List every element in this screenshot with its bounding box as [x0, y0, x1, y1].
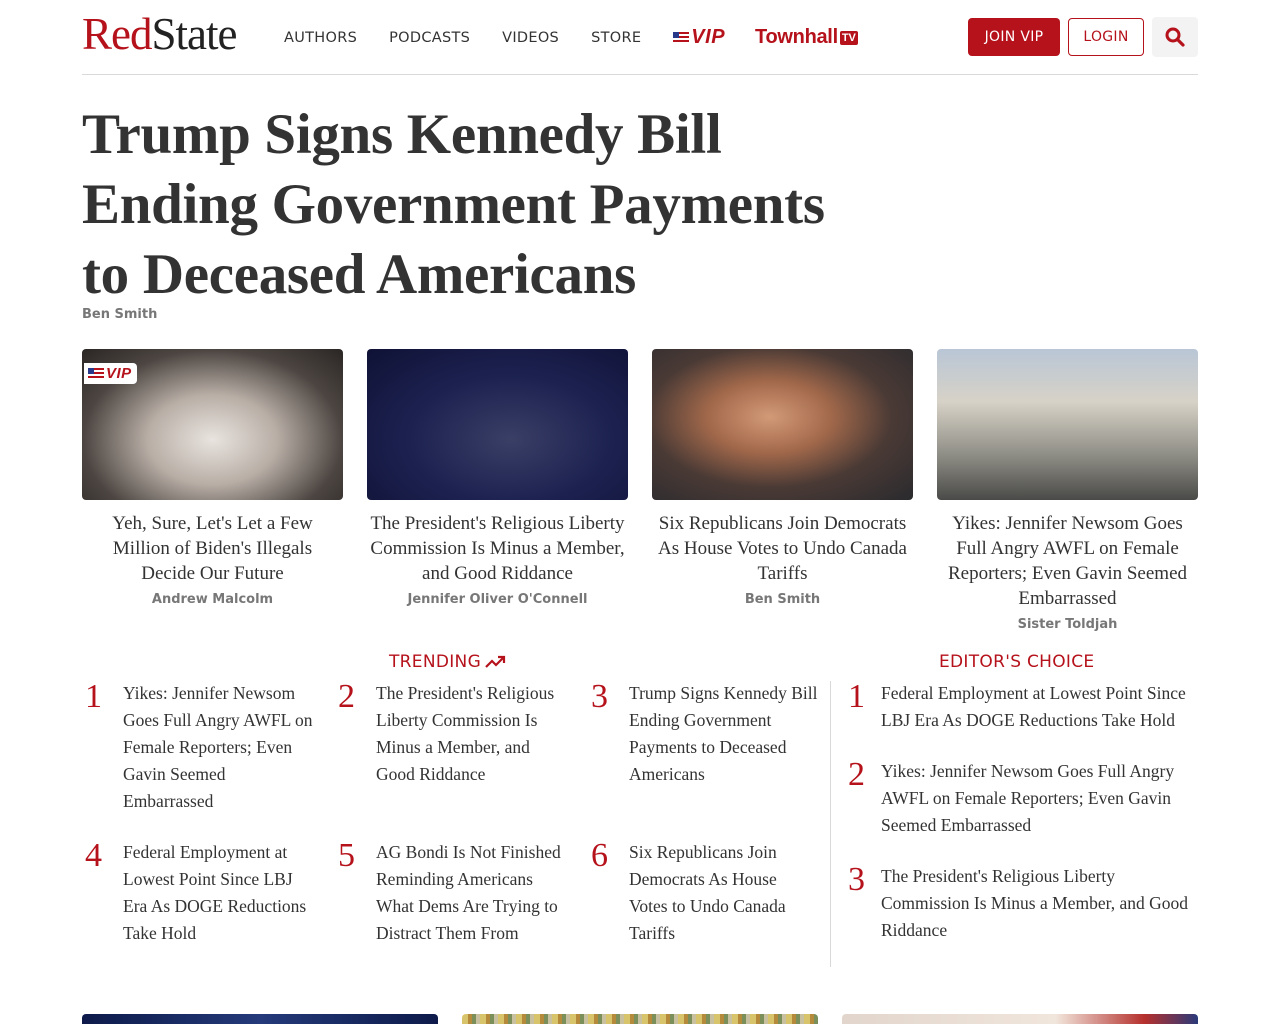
- story-card[interactable]: [937, 349, 1198, 632]
- trending-heading: [389, 652, 507, 672]
- nav-townhall-tv[interactable]: [755, 26, 858, 49]
- trending-label: TRENDING: [389, 652, 482, 672]
- bottom-story-image[interactable]: [462, 1014, 818, 1024]
- card-author[interactable]: Jennifer Oliver O'Connell: [407, 592, 588, 607]
- nav-store[interactable]: STORE: [591, 29, 642, 46]
- flag-icon: [88, 368, 104, 380]
- editors-choice-label: EDITOR'S CHOICE: [939, 652, 1095, 672]
- trending-item-title[interactable]: Federal Employment at Lowest Point Since LBJ Era As DOGE Reductions Take Hold: [123, 842, 307, 943]
- bottom-story-image[interactable]: [842, 1014, 1198, 1024]
- story-card[interactable]: [367, 349, 628, 632]
- rank-number: 1: [848, 678, 865, 715]
- card-image-president-podium[interactable]: [367, 349, 628, 500]
- card-image-portrait[interactable]: [652, 349, 913, 500]
- main-headline[interactable]: Trump Signs Kennedy Bill Ending Government Payments to Deceased Americans: [82, 103, 825, 306]
- trending-item-title[interactable]: Yikes: Jennifer Newsom Goes Full Angry AWFL on Female Reporters; Even Gavin Seemed Embarrassed: [123, 683, 313, 811]
- card-image-classroom[interactable]: [937, 349, 1198, 500]
- story-cards: [82, 349, 1198, 632]
- card-title[interactable]: Yikes: Jennifer Newsom Goes Full Angry AWFL on Female Reporters; Even Gavin Seemed Embarrassed: [947, 513, 1187, 609]
- editors-choice-item-title[interactable]: The President's Religious Liberty Commission Is Minus a Member, and Good Riddance: [881, 866, 1188, 940]
- card-title[interactable]: The President's Religious Liberty Commission Is Minus a Member, and Good Riddance: [370, 513, 625, 584]
- flag-icon: [673, 32, 689, 44]
- card-author[interactable]: Sister Toldjah: [1017, 617, 1118, 632]
- trending-item-title[interactable]: Trump Signs Kennedy Bill Ending Government Payments to Deceased Americans: [629, 683, 818, 784]
- rank-number: 2: [338, 678, 355, 715]
- card-title[interactable]: Six Republicans Join Democrats As House Votes to Undo Canada Tariffs: [658, 513, 907, 584]
- logo-red-text: Red: [82, 9, 152, 59]
- rank-number: 1: [85, 678, 102, 715]
- rank-number: 6: [591, 837, 608, 874]
- editors-choice-item-title[interactable]: Federal Employment at Lowest Point Since LBJ Era As DOGE Reductions Take Hold: [881, 683, 1186, 730]
- card-author[interactable]: Ben Smith: [744, 592, 821, 607]
- site-header: [82, 0, 1198, 75]
- rank-number: 5: [338, 837, 355, 874]
- editors-choice-heading: [939, 652, 1094, 672]
- nav-vip[interactable]: [673, 26, 725, 49]
- rank-number: 2: [848, 756, 865, 793]
- column-divider: [830, 681, 831, 967]
- main-nav: [284, 26, 858, 49]
- nav-authors[interactable]: AUTHORS: [284, 29, 358, 46]
- search-icon: [1165, 27, 1185, 47]
- nav-videos[interactable]: VIDEOS: [502, 29, 560, 46]
- townhall-label: Townhall: [755, 26, 838, 48]
- rank-number: 4: [85, 837, 102, 874]
- bottom-story-image[interactable]: [82, 1014, 438, 1024]
- editors-choice-item-title[interactable]: Yikes: Jennifer Newsom Goes Full Angry AWFL on Female Reporters; Even Gavin Seemed Embarrassed: [881, 761, 1175, 835]
- trending-up-icon: [485, 655, 507, 669]
- rank-number: 3: [848, 861, 865, 898]
- headline-author[interactable]: Ben Smith: [82, 307, 158, 322]
- nav-podcasts[interactable]: PODCASTS: [389, 29, 471, 46]
- trending-item-title[interactable]: Six Republicans Join Democrats As House Votes to Undo Canada Tariffs: [629, 842, 786, 943]
- vip-badge: [84, 363, 137, 384]
- story-card[interactable]: [82, 349, 343, 632]
- rank-number: 3: [591, 678, 608, 715]
- vip-badge-label: VIP: [106, 365, 132, 382]
- trending-item-title[interactable]: The President's Religious Liberty Commission Is Minus a Member, and Good Riddance: [376, 683, 555, 784]
- login-button[interactable]: LOGIN: [1068, 18, 1144, 56]
- card-title[interactable]: Yeh, Sure, Let's Let a Few Million of Biden's Illegals Decide Our Future: [112, 513, 313, 584]
- card-image-voted-stickers[interactable]: [82, 349, 343, 500]
- vip-label: VIP: [691, 26, 726, 48]
- card-author[interactable]: Andrew Malcolm: [151, 592, 274, 607]
- logo-dark-text: State: [151, 9, 237, 59]
- story-card[interactable]: [652, 349, 913, 632]
- join-vip-button[interactable]: JOIN VIP: [968, 18, 1060, 56]
- trending-item-title[interactable]: AG Bondi Is Not Finished Reminding Americans What Dems Are Trying to Distract Them From: [376, 842, 561, 943]
- tv-badge: TV: [841, 31, 856, 44]
- redstate-logo[interactable]: [82, 9, 237, 59]
- search-button[interactable]: [1152, 17, 1198, 57]
